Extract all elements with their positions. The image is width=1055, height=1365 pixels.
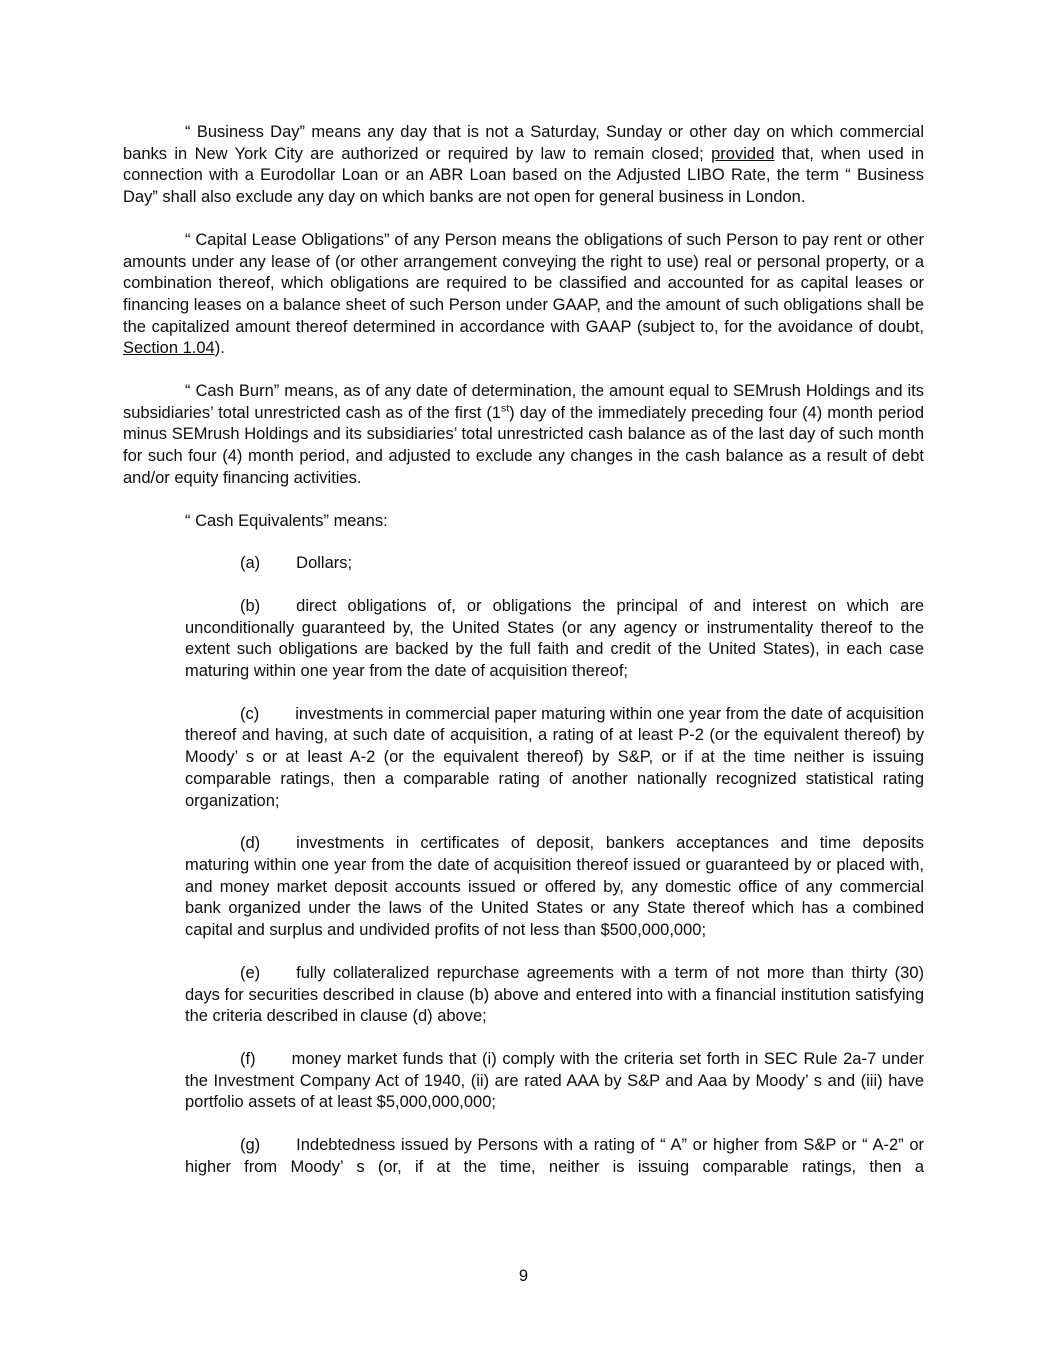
text-run: ) day of the immediately preceding four (4) month period minus SEMrush Holdings and its subsidiaries’ total unrestricted cash balance as of the last day of such month for such four (4) month period, and adjusted to exclude any changes in the cash balance as a result of debt and/or equity financing activities. [123,403,924,487]
text-run: that, when used in connection with a Eurodollar Loan or an ABR Loan based on the Adjusted LIBO Rate, the term “ Business Day” shall also exclude any day on which banks are not open for general business in London. [123,144,925,207]
clause-label: (b) [240,596,261,615]
def-cash-equivalents [123,511,924,533]
clause-label: (d) [240,834,261,853]
def-capital-lease-obligations [123,230,924,360]
def-cash-burn [123,381,924,490]
underlined-text: provided [711,144,775,163]
clause-g [185,1135,924,1178]
clause-a [185,553,924,575]
text-run: investments in certificates of deposit, bankers acceptances and time deposits maturing within one year from the date of acquisition thereof issued or guaranteed by or placed with, and money market deposit accounts issued or offered by, any domestic office of any commercial bank organized under the laws of the United States or any State thereof which has a combined capital and surplus and undivided profits of not less than $500,000,000; [185,834,924,940]
page-number: 9 [518,1267,529,1285]
text-run: direct obligations of, or obligations the principal of and interest on which are unconditionally guaranteed by, the United States (or any agency or instrumentality thereof to the extent such obligations are backed by the full faith and credit of the United States), in each case maturing within one year from the date of acquisition thereof; [185,596,924,681]
clause-label: (f) [240,1049,256,1068]
text-run: “ Business Day” means any day that is not a Saturday, Sunday or other day on which commercial banks in New York City are authorized or required by law to remain closed; [123,123,924,163]
clause-e [185,963,924,1028]
clause-f [185,1049,924,1114]
clause-label: (g) [240,1136,261,1155]
def-business-day [123,122,924,209]
text-run: “ Capital Lease Obligations” of any Person means the obligations of such Person to pay rent or other amounts under any lease of (or other arrangement conveying the right to use) real or personal property, or a combination thereof, which obligations are required to be classified and accounted for as capital leases or financing leases on a balance sheet of such Person under GAAP, and the amount of such obligations shall be the capitalized amount thereof determined in accordance with GAAP (subject to, for the avoidance of doubt, [123,230,924,336]
clause-label: (a) [240,554,261,573]
clause-b [185,596,924,683]
text-run: “ Cash Equivalents” means: [185,511,388,530]
text-run: money market funds that (i) comply with the criteria set forth in SEC Rule 2a-7 under the Investment Company Act of 1940, (ii) are rated AAA by S&P and Aaa by Moody’ s and (iii) have portfolio assets of at least $5,000,000,000; [185,1049,924,1112]
clause-c [185,704,924,813]
text-run: fully collateralized repurchase agreements with a term of not more than thirty (30) days for securities described in clause (b) above and entered into with a financial institution satisfying the criteria described in clause (d) above; [185,963,924,1026]
underlined-text: Section 1.04 [123,339,215,358]
text-run: Indebtedness issued by Persons with a rating of “ A” or higher from S&P or “ A-2” or higher from Moody’ s (or, if at the time, neither is issuing comparable ratings, then a [185,1136,924,1176]
document-body [123,122,924,1199]
text-run: investments in commercial paper maturing within one year from the date of acquisition thereof and having, at such date of acquisition, a rating of at least P-2 (or the equivalent thereof) by Moody’ s or at least A-2 (or the equivalent thereof) by S&P, or if at the time neither is issuing comparable ratings, then a comparable rating of another nationally recognized statistical rating organization; [185,704,924,810]
superscript-text: st [501,402,510,415]
text-run: ). [214,339,225,358]
clause-label: (e) [240,963,261,982]
text-run: Dollars; [296,554,353,573]
clause-label: (c) [240,704,260,723]
text-run: “ Cash Burn” means, as of any date of determination, the amount equal to SEMrush Holdings and its subsidiaries’ total unrestricted cash as of the first (1 [123,382,924,422]
clause-d [185,833,924,942]
